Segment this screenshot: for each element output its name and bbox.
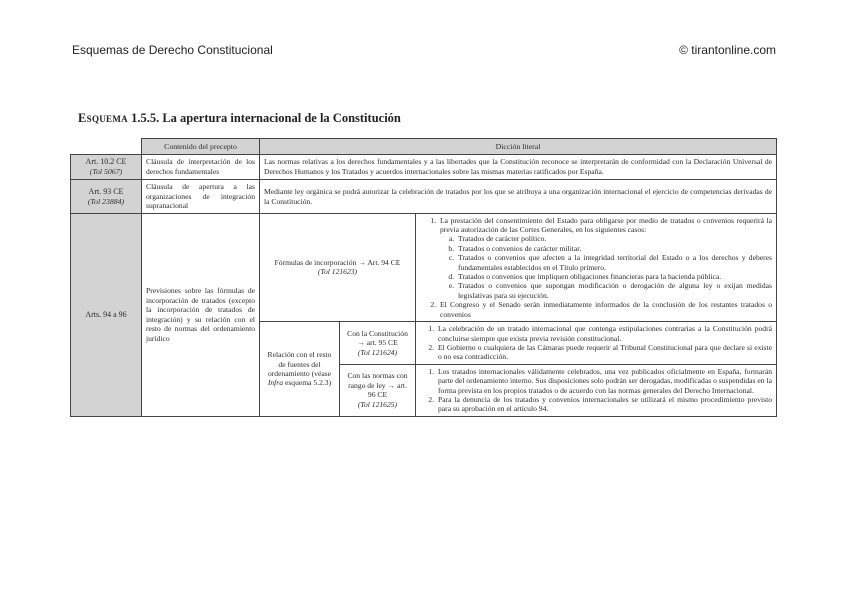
page-header-site: © tirantonline.com	[679, 43, 776, 57]
contenido-cell: Cláusula de interpretación de los derechos fundamentales	[142, 155, 260, 180]
article-ref: (Tol 23884)	[87, 196, 125, 206]
constitucion-label: Con la Constitución → art. 95 CE	[347, 328, 408, 348]
normas-ley-diccion-cell	[416, 364, 777, 416]
table-row	[71, 213, 777, 321]
list-item: a. Tratados de carácter político.	[456, 234, 772, 243]
formulas-sublist	[440, 234, 772, 300]
row-header-art-93	[71, 180, 142, 213]
scheme-table	[70, 138, 777, 417]
relacion-label-pre: Relación con el resto de fuentes del ordenamiento (véase	[267, 350, 332, 378]
article-label: Art. 93 CE	[88, 186, 124, 196]
normas-ley-list	[420, 367, 772, 414]
list-item: c. Tratados o convenios que afecten a la integridad territorial del Estado o a los derechos y deberes fundamentales establecidos en el Título primero.	[456, 253, 772, 272]
contenido-cell: Cláusula de apertura a las organizaciones de integración supranacional	[142, 180, 260, 213]
table-row	[71, 155, 777, 180]
table-row	[71, 180, 777, 213]
constitucion-diccion-cell	[416, 322, 777, 365]
scheme-title-prefix: Esquema	[78, 111, 128, 125]
scheme-title-text: 1.5.5. La apertura internacional de la Constitución	[131, 111, 401, 125]
normas-ley-ref: (Tol 121625)	[357, 399, 398, 409]
table-header-row	[71, 139, 777, 155]
constitucion-label-cell	[340, 322, 416, 365]
list-item: e. Tratados o convenios que supongan modificación o derogación de alguna ley o exijan medidas legislativas para su ejecución.	[456, 281, 772, 300]
relacion-label-infra: Infra	[267, 378, 284, 388]
formulas-list	[420, 216, 772, 319]
row-header-arts-94-96: Arts. 94 a 96	[71, 213, 142, 416]
list-item: 1. Los tratados internacionales válidamente celebrados, una vez publicados oficialmente en España, formarán parte del ordenamiento interno. Sus disposiciones solo podrán ser derogadas, modificadas o suspendidas en la forma prevista en los propios tratados o de acuerdo con las normas generales del Derecho Internacional.	[436, 367, 772, 395]
formulas-diccion-cell	[416, 213, 777, 321]
table-header-blank	[71, 139, 142, 155]
contenido-cell: Previsiones sobre las fórmulas de incorporación de tratados (excepto la incorporación de tratados de integración) y su relación con el resto de normas del ordenamiento jurídico	[142, 213, 260, 416]
row-header-art-10-2	[71, 155, 142, 180]
page-header-title: Esquemas de Derecho Constitucional	[72, 43, 273, 57]
table-header-contenido: Contenido del precepto	[142, 139, 260, 155]
formulas-item-1: La prestación del consentimiento del Estado para obligarse por medio de tratados o convenios requerirá la previa autorización de las Cortes Generales, en los siguientes casos:	[440, 215, 772, 235]
constitucion-ref: (Tol 121624)	[357, 347, 398, 357]
list-item: 1. La celebración de un tratado internacional que contenga estipulaciones contrarias a la Constitución podrá concluirse siempre que exista previa revisión constitucional.	[436, 324, 772, 343]
formulas-ref: (Tol 121623)	[317, 267, 358, 277]
relacion-label-cell	[260, 322, 340, 417]
constitucion-list	[420, 324, 772, 362]
scheme-title	[78, 111, 401, 126]
article-label: Art. 10.2 CE	[85, 157, 127, 167]
article-ref: (Tol 5067)	[89, 167, 123, 177]
diccion-cell: Mediante ley orgánica se podrá autorizar la celebración de tratados por los que se atribuya a una organización internacional el ejercicio de competencias derivadas de la Constitución.	[260, 180, 777, 213]
list-item: d. Tratados o convenios que impliquen obligaciones financieras para la hacienda pública.	[456, 272, 772, 281]
list-item	[438, 216, 772, 301]
diccion-cell: Las normas relativas a los derechos fundamentales y a las libertades que la Constitución reconoce se interpretarán de conformidad con la Declaración Universal de Derechos Humanos y los Tratados y acuerdos internacionales sobre las mismas materias ratificados por España.	[260, 155, 777, 180]
formulas-label-cell	[260, 213, 416, 321]
relacion-label-post: esquema 5.2.3)	[283, 378, 332, 388]
list-item: b. Tratados o convenios de carácter militar.	[456, 244, 772, 253]
list-item: 2. El Gobierno o cualquiera de las Cámaras puede requerir al Tribunal Constitucional para que declare si existe o no esa contradicción.	[436, 343, 772, 362]
normas-ley-label-cell	[340, 364, 416, 416]
normas-ley-label: Con las normas con rango de ley → art. 96 CE	[347, 371, 408, 400]
formulas-label: Fórmulas de incorporación → Art. 94 CE	[274, 257, 401, 267]
list-item: 2. Para la denuncia de los tratados y convenios internacionales se utilizará el mismo procedimiento previsto para su aprobación en el artículo 94.	[436, 395, 772, 414]
list-item: 2. El Congreso y el Senado serán inmediatamente informados de la conclusión de los restantes tratados o convenios	[438, 300, 772, 319]
table-header-diccion: Dicción literal	[260, 139, 777, 155]
